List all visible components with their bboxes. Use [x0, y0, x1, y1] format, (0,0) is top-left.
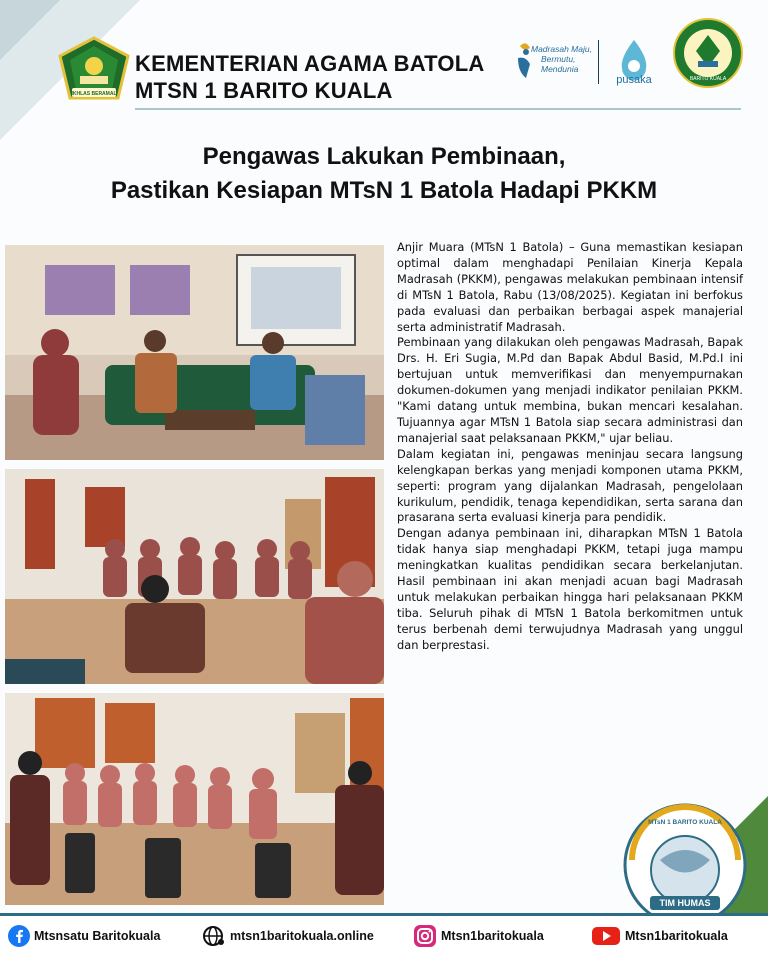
youtube-handle: Mtsn1baritokuala [625, 929, 728, 943]
kemenag-logo [58, 36, 130, 102]
photo-meeting-room [5, 245, 384, 460]
article-body [397, 240, 743, 654]
header-divider [135, 108, 741, 110]
article-paragraph: Anjir Muara (MTsN 1 Batola) – Guna memastikan kesiapan optimal dalam menghadapi Penilaian Kinerja Kepala Madrasah (PKKM), pengawas melakukan pembinaan intensif di MTsN 1 Batola, Rabu (13/08/2025). Kegiatan ini berfokus pada evaluasi dan perbaikan berbagai aspek manajerial serta administratif Madrasah. [397, 240, 743, 334]
photo-seated-group [5, 693, 384, 905]
website-link[interactable] [202, 924, 374, 948]
instagram-link[interactable] [413, 924, 544, 948]
org-line-1: KEMENTERIAN AGAMA BATOLA [135, 51, 485, 76]
facebook-handle: Mtsnsatu Baritokuala [34, 929, 161, 943]
globe-icon [202, 925, 226, 947]
title-line-2: Pastikan Kesiapan MTsN 1 Batola Hadapi PKKM [110, 177, 658, 204]
article-paragraph: Dengan adanya pembinaan ini, diharapkan MTsN 1 Batola tidak hanya siap menghadapi PKKM, tetapi juga mampu meningkatkan kualitas pendidikan secara berkelanjutan. Hasil pembinaan ini akan menjadi acuan bagi Madrasah untuk melakukan perbaikan hingga hari pelaksanaan PKKM tiba. Seluruh pihak di MTsN 1 Batola berkomitmen untuk terus berbenah demi terwujudnya Madrasah yang unggul dan berprestasi. [397, 526, 743, 652]
madrasah-tagline [531, 44, 592, 74]
badge-top-text: MTsN 1 BARITO KUALA [648, 819, 722, 826]
pusaka-label: pusaka [616, 74, 652, 86]
tagline-line-3: Mendunia [541, 64, 579, 74]
header-separator [598, 40, 599, 84]
photo-audience [5, 469, 384, 684]
article-paragraph: Dalam kegiatan ini, pengawas meninjau secara langsung kelengkapan berkas yang menjadi komponen utama PKKM, seperti: program yang dijalankan Madrasah, pengelolaan kurikulum, pendidik, tenaga kependidikan, serta sarana dan prasarana serta evaluasi kinerja para pendidik. [397, 446, 743, 525]
footer [0, 913, 768, 956]
title-line-1: Pengawas Lakukan Pembinaan, [202, 143, 566, 170]
instagram-handle: Mtsn1baritokuala [441, 929, 544, 943]
kemenag-logo-text: IKHLAS BERAMAL [71, 91, 117, 97]
page-title [0, 140, 768, 208]
tagline-line-2: Bermutu, [541, 54, 576, 64]
school-logo-text: BARITO KUALA [689, 76, 727, 82]
header [0, 0, 768, 112]
facebook-link[interactable] [8, 924, 160, 948]
youtube-icon [591, 925, 621, 947]
org-line-2: MTSN 1 BARITO KUALA [135, 78, 393, 103]
tim-humas-badge [620, 800, 750, 930]
school-logo [672, 17, 744, 89]
badge-label: TIM HUMAS [659, 898, 711, 908]
facebook-icon [8, 925, 30, 947]
instagram-icon [413, 924, 437, 948]
organization-name [135, 50, 484, 104]
tagline-line-1: Madrasah Maju, [531, 44, 592, 54]
youtube-link[interactable] [591, 924, 728, 948]
article-paragraph: Pembinaan yang dilakukan oleh pengawas Madrasah, Bapak Drs. H. Eri Sugia, M.Pd dan Bapak Abdul Basid, M.Pd.I ini bertujuan untuk memverifikasi dan menyempurnakan dokumen-dokumen yang menjadi indikator penilaian PKKM. "Kami datang untuk membina, bukan mencari kesalahan. Tujuannya agar MTsN 1 Batola siap secara administrasi dan manajerial saat pelaksanaan PKKM," ujar beliau. [397, 335, 743, 445]
website-url: mtsn1baritokuala.online [230, 929, 374, 943]
